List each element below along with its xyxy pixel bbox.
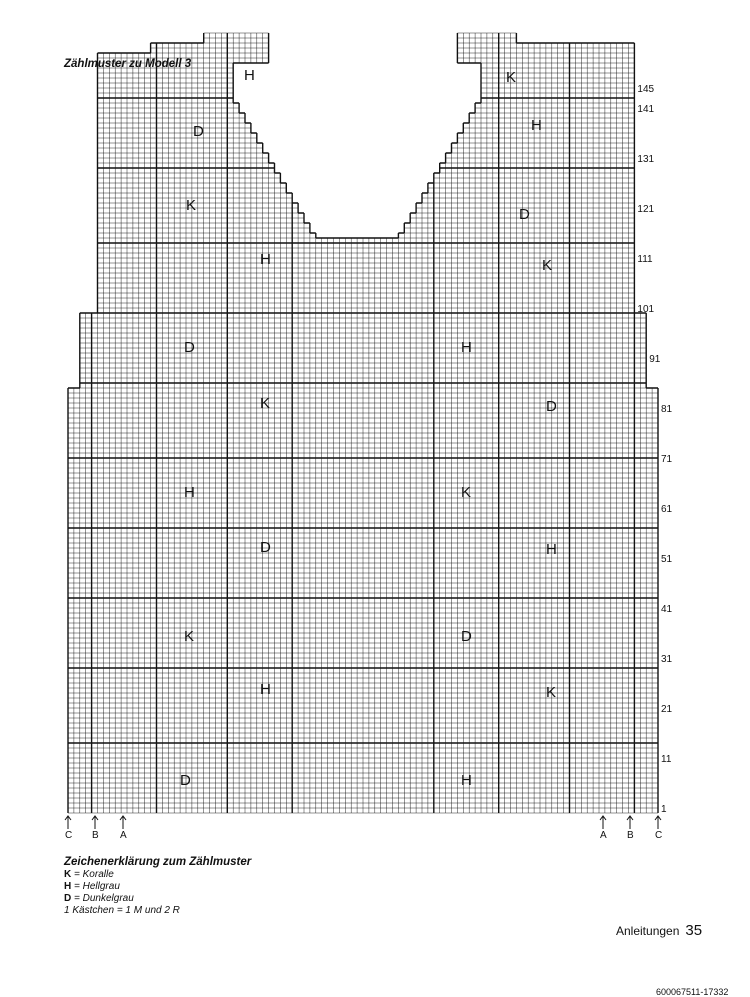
row-label: 1	[661, 804, 667, 815]
zone-letter-right: H	[531, 117, 542, 134]
marker-arrow	[120, 816, 126, 829]
zone-letter-right: D	[519, 206, 530, 223]
marker-right: C	[655, 830, 663, 841]
zone-letter-right: H	[461, 339, 472, 356]
marker-arrow	[65, 816, 71, 829]
legend-item-k: K = Koralle	[64, 869, 114, 880]
marker-left: B	[92, 830, 99, 841]
zone-letter-right: H	[546, 541, 557, 558]
zone-letter-right: H	[461, 772, 472, 789]
marker-arrow	[600, 816, 606, 829]
zone-letter-left: H	[184, 484, 195, 501]
row-label: 41	[661, 604, 673, 615]
zone-letter-left: K	[186, 197, 197, 214]
marker-left: C	[65, 830, 73, 841]
zone-letter-left: D	[260, 539, 271, 556]
legend-item-h: H = Hellgrau	[64, 881, 120, 892]
zone-letter-left: H	[244, 67, 255, 84]
zone-letter-right: D	[461, 628, 472, 645]
marker-arrow	[627, 816, 633, 829]
row-label: 11	[661, 754, 672, 765]
chart-title: Zählmuster zu Modell 3	[64, 58, 192, 70]
zone-letter-right: K	[542, 257, 553, 274]
row-label: 121	[637, 204, 655, 215]
row-label: 101	[637, 304, 655, 315]
row-label: 81	[661, 404, 673, 415]
zone-letter-left: D	[193, 123, 204, 140]
page-footer	[616, 922, 702, 939]
product-code: 600067511-17332	[656, 987, 729, 997]
zone-letter-right: K	[546, 684, 557, 701]
row-label: 71	[661, 454, 673, 465]
zone-letter-left: H	[260, 681, 271, 698]
row-label: 61	[661, 504, 673, 515]
marker-arrow	[655, 816, 661, 829]
legend-note: 1 Kästchen = 1 M und 2 R	[64, 905, 180, 916]
row-label: 141	[637, 104, 655, 115]
zone-letter-left: K	[260, 395, 271, 412]
row-label: 111	[637, 254, 653, 265]
zone-letter-right: K	[506, 69, 517, 86]
marker-arrow	[92, 816, 98, 829]
zone-letter-right: K	[461, 484, 472, 501]
marker-left: A	[120, 830, 127, 841]
marker-right: B	[627, 830, 634, 841]
zone-letter-right: D	[546, 398, 557, 415]
section-label: Anleitungen	[616, 924, 680, 938]
marker-right: A	[600, 830, 607, 841]
zone-letter-left: H	[260, 251, 271, 268]
row-label: 131	[637, 154, 655, 165]
zone-letter-left: D	[180, 772, 191, 789]
row-label: 21	[661, 704, 673, 715]
row-label: 31	[661, 654, 673, 665]
row-label: 51	[661, 554, 673, 565]
page-number: 35	[685, 922, 703, 939]
row-label: 91	[649, 354, 661, 365]
legend-item-d: D = Dunkelgrau	[64, 893, 134, 904]
row-label: 145	[637, 84, 655, 95]
zone-letter-left: D	[184, 339, 195, 356]
zone-letter-left: K	[184, 628, 195, 645]
legend-title: Zeichenerklärung zum Zählmuster	[64, 856, 252, 868]
legend	[64, 856, 251, 917]
